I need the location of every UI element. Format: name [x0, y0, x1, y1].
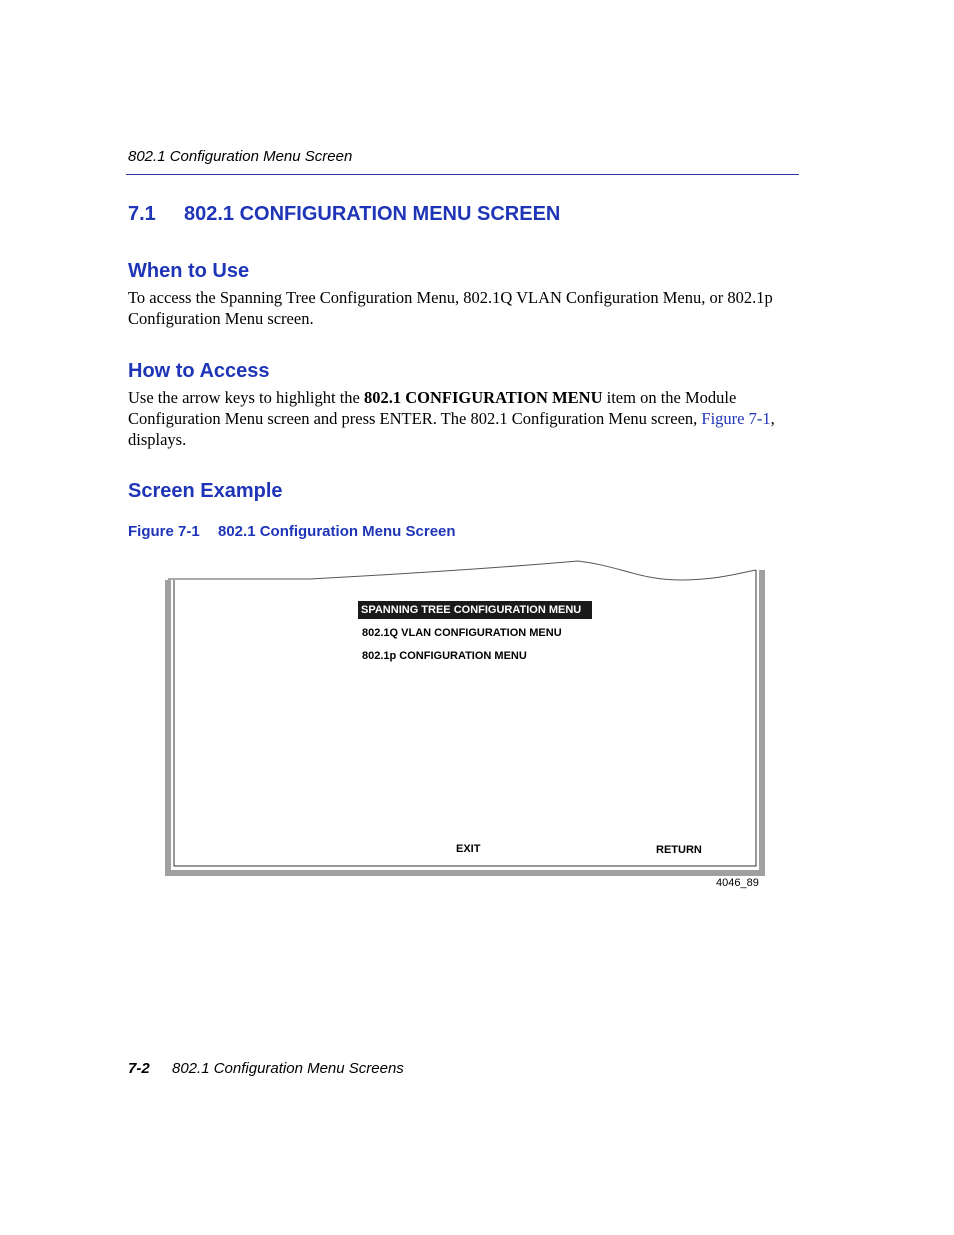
exit-command[interactable]: EXIT	[456, 843, 481, 855]
how-to-access-text	[128, 387, 808, 450]
how-to-access-text-before: Use the arrow keys to highlight the	[128, 388, 364, 407]
when-to-use-text: To access the Spanning Tree Configuration Menu, 802.1Q VLAN Configuration Menu, or 802.1p Configuration Menu screen.	[128, 288, 773, 328]
when-to-use-heading: When to Use	[128, 260, 250, 282]
return-command[interactable]: RETURN	[656, 844, 702, 856]
screen-example-heading: Screen Example	[128, 480, 283, 502]
figure-number: Figure 7-1	[128, 523, 200, 540]
page-footer	[128, 1060, 404, 1077]
how-to-access-text-middle: item on the Module Configuration Menu screen and press ENTER. The 802.1 Configuration Menu screen,	[128, 388, 737, 428]
page-number: 7-2	[128, 1060, 150, 1077]
menu-item-spanning-tree[interactable]: SPANNING TREE CONFIGURATION MENU	[358, 601, 592, 619]
menu-item-8021q-vlan[interactable]: 802.1Q VLAN CONFIGURATION MENU	[362, 627, 562, 639]
figure-link[interactable]: Figure 7-1	[701, 409, 771, 428]
figure-caption	[128, 523, 456, 540]
figure-title: 802.1 Configuration Menu Screen	[218, 523, 456, 540]
how-to-access-text-after: , displays.	[128, 409, 775, 449]
section-title	[128, 203, 560, 226]
how-to-access-bold-item: 802.1 CONFIGURATION MENU	[364, 388, 603, 407]
torn-top-edge	[168, 561, 756, 580]
figure-id: 4046_89	[716, 877, 759, 889]
running-header: 802.1 Configuration Menu Screen	[128, 148, 353, 165]
menu-item-8021p[interactable]: 802.1p CONFIGURATION MENU	[362, 650, 527, 662]
header-rule	[126, 174, 799, 175]
how-to-access-heading: How to Access	[128, 360, 270, 382]
section-number: 7.1	[128, 203, 156, 225]
section-heading: 802.1 CONFIGURATION MENU SCREEN	[184, 203, 561, 225]
footer-title: 802.1 Configuration Menu Screens	[172, 1060, 404, 1077]
